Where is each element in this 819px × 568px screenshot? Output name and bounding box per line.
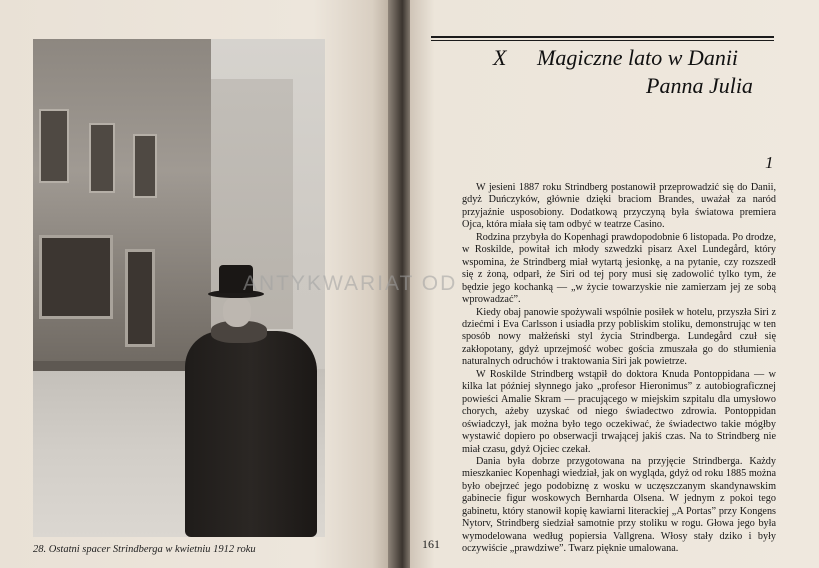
paragraph: Kiedy obaj panowie spożywali wspólnie posiłek w hotelu, przyszła Siri z dziećmi i Eva Carlsson i usiadła przy pobliskim stoliku, demonstrując w ten sposób nowy małżeński styl życia Strindberga. Lundegård czuł się zakłopotany, gdyż uprzejmość wobec gościa zmuszała go do stłumienia naturalnych odruchów i traktowania Siri jak powietrze. — [462, 306, 776, 368]
chapter-number: X — [493, 45, 507, 70]
watermark: ANTYKWARIAT OD — [243, 272, 458, 295]
figure-face — [223, 297, 251, 327]
window — [39, 109, 69, 183]
shop-window — [39, 235, 113, 319]
photo-caption: 28. Ostatni spacer Strindberga w kwietniu 1912 roku — [33, 544, 256, 555]
paragraph: W jesieni 1887 roku Strindberg postanowił przeprowadzić się do Danii, gdyż Duńczyków, głównie dzięki braciom Brandes, uważał za naród przyjaźnie usposobiony. Dodatkową przyczyną była światowa premiera Ojca, która miała się tam odbyć w teatrze Casino. — [462, 182, 776, 231]
chapter-rule-thin — [431, 40, 774, 41]
chapter-title-line2: Panna Julia — [646, 73, 753, 98]
paragraph: W Roskilde Strindberg wstąpił do doktora Knuda Pontoppidana — w kilka lat później słynnego jako „profesor Hieronimus” z autobiograficznej powieści Amalie Skram — pracującego w miejskim szpitalu dla umysłowo chorych, ażeby uzyskać od niego świadectwo zdrowia. Pontoppidan oświadczył, jak można było tego oczekiwać, że świadectwo takie mógłby wystawić dopiero po obserwacji trwającej jakiś czas. Na to Strindberg nie miał czasu, gdyż Ojciec czekał. — [462, 368, 776, 455]
doorway — [125, 249, 155, 347]
window — [133, 134, 157, 198]
sidewalk-curb — [33, 361, 208, 371]
body-text — [462, 182, 776, 556]
page-number: 161 — [422, 537, 440, 551]
chapter-title-line1: Magiczne lato w Danii — [537, 45, 739, 70]
section-number: 1 — [765, 153, 774, 172]
building — [33, 39, 211, 369]
chapter-rule — [431, 36, 774, 38]
paragraph: Rodzina przybyła do Kopenhagi prawdopodobnie 6 listopada. Po drodze, w Roskilde, powitał ich młody szwedzki pisarz Axel Lundegård, który wspomina, że Strindberg miał wytartą jesionkę, a na pytanie, czy rozszedł się z żoną, odparł, że Siri od tej pory musi się zadowolić tylko tym, że będzie jego kochanką — „w życie towarzyskie nie zamierzam jej ze sobą wprowadzać”. — [462, 231, 776, 306]
figure-coat — [185, 331, 317, 537]
paragraph: Dania była dobrze przygotowana na przyjęcie Strindberga. Każdy mieszkaniec Kopenhagi wiedział, jak on wygląda, gdyż od roku 1885 można było obejrzeć jego podobiznę z wosku w uczęszczanym skandynawskim gabinecie figur woskowych Bernharda Olsena. W jednym z pokoi tego gabinetu, który stanowił kopię kawiarni literackiej „A Portas” przy Kongens Nytorv, Strindberg siedział samotnie przy stoliku w rogu. Głowa jego była wymodelowana według popiersia Vallgrena. Włosy stały dziko i były oczywiście „prawdziwe”. Twarz pięknie umalowana. — [462, 455, 776, 555]
window — [89, 123, 115, 193]
